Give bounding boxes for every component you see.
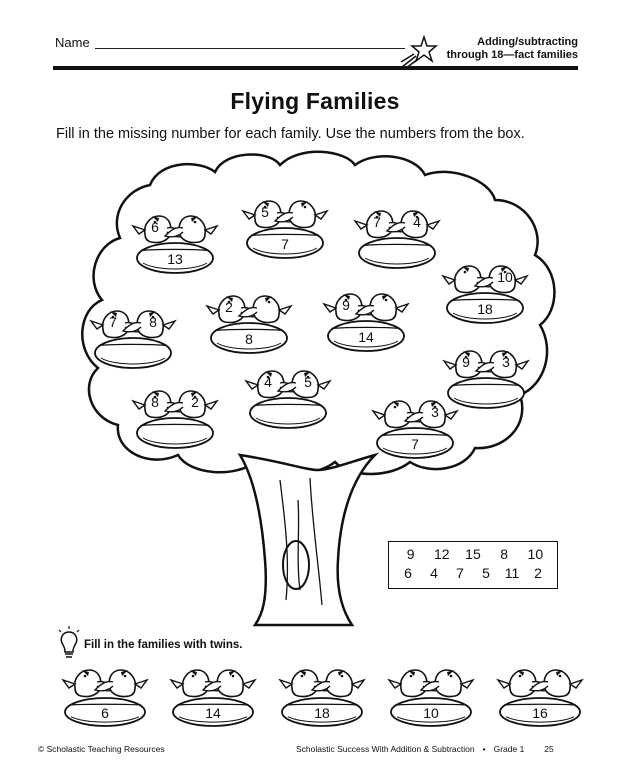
number-box-value: 9 [406, 546, 415, 562]
family-right-number: 3 [431, 404, 439, 420]
bird-icon [203, 670, 255, 697]
family-right-number: 5 [304, 374, 312, 390]
number-box-value: 15 [465, 546, 481, 562]
number-box-value: 12 [433, 546, 450, 562]
number-box-value: 4 [430, 565, 438, 581]
topic-line-1: Adding/subtracting [477, 36, 578, 48]
page-number: 25 [544, 744, 554, 754]
twin-total-number: 6 [101, 705, 109, 721]
family-left-number: 9 [342, 297, 350, 313]
number-box-value: 7 [456, 565, 464, 581]
bird-icon [530, 670, 582, 697]
nest [137, 418, 213, 448]
family-right-number: 8 [149, 314, 157, 330]
number-box-row-2 [389, 565, 557, 581]
family-left-number: 8 [151, 394, 159, 410]
number-box-value: 6 [404, 565, 412, 581]
number-box-value: 11 [504, 565, 520, 581]
family-left-number: 4 [264, 374, 272, 390]
family-right-number: 10 [497, 269, 513, 285]
twin-total-number: 10 [423, 705, 439, 721]
twin-total-number: 18 [314, 705, 330, 721]
family-total-number: 14 [358, 329, 374, 345]
bird-icon [312, 670, 364, 697]
nest [95, 338, 171, 368]
bird-icon [95, 670, 147, 697]
instructions: Fill in the missing number for each family. Use the numbers from the box. [56, 126, 525, 142]
twin-family-nest [280, 670, 364, 726]
bullet: • [482, 744, 486, 754]
lightbulb-icon [56, 626, 82, 662]
nest [359, 238, 435, 268]
book-title: Scholastic Success With Addition & Subtraction [296, 744, 475, 754]
topic-line-2: through 18—fact families [446, 49, 578, 61]
number-box-value: 8 [500, 546, 509, 562]
name-label: Name [55, 35, 90, 50]
number-box-value: 10 [527, 546, 544, 562]
twin-family-nest [389, 670, 473, 726]
page-title: Flying Families [230, 88, 400, 114]
twin-total-number: 14 [205, 705, 221, 721]
family-right-number: 2 [191, 394, 199, 410]
twin-family-nest [63, 670, 147, 726]
number-box-row-1 [389, 546, 557, 562]
family-total-number: 18 [477, 301, 493, 317]
family-left-number: 7 [373, 214, 381, 230]
family-total-number: 8 [245, 331, 253, 347]
copyright: © Scholastic Teaching Resources [38, 744, 165, 754]
family-left-number: 2 [225, 299, 233, 315]
tree-trunk [240, 455, 375, 625]
family-left-number: 6 [151, 219, 159, 235]
number-box [388, 541, 558, 589]
footer-info [296, 744, 554, 754]
family-total-number: 13 [167, 251, 183, 267]
twin-family-nest [171, 670, 255, 726]
family-left-number: 9 [462, 354, 470, 370]
number-box-value: 2 [534, 565, 542, 581]
twin-family-nest [498, 670, 582, 726]
family-left-number: 7 [109, 314, 117, 330]
nest [448, 378, 524, 408]
family-left-number: 5 [261, 204, 269, 220]
family-right-number: 4 [413, 214, 421, 230]
bird-icon [421, 670, 473, 697]
twin-total-number: 16 [532, 705, 548, 721]
nest [250, 398, 326, 428]
grade-label: Grade 1 [493, 744, 525, 754]
number-box-value: 5 [482, 565, 490, 581]
family-right-number: 3 [502, 354, 510, 370]
family-total-number: 7 [411, 436, 419, 452]
twins-instruction: Fill in the families with twins. [84, 639, 243, 651]
family-total-number: 7 [281, 236, 289, 252]
